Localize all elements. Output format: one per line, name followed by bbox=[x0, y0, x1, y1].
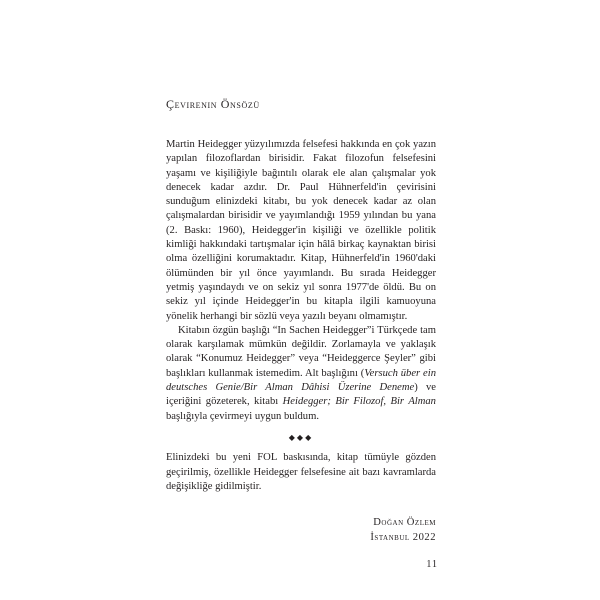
signature-name: Doğan Özlem bbox=[373, 517, 436, 528]
page-title: Çevirenin Önsözü bbox=[166, 97, 260, 111]
page-number: 11 bbox=[426, 559, 438, 570]
paragraph-2-part-1: Kitabın özgün başlığı “In Sachen Heidegger”i Türkçede tam olarak karşılamak mümkün değildir. Zorlamayla ve yaklaşık olarak “Konumuz Heidegger” veya “Heideggerce Şeyler” gibi başlıkları kullanmak istemedim. Alt başlığını ( bbox=[166, 324, 436, 379]
paragraph-2-part-2: ) ve içeriğini gözeterek, kitabı bbox=[166, 382, 436, 408]
paragraph-2-italic-subtitle: Versuch über ein deutsches Genie/Bir Alman Dâhisi Üzerine Deneme bbox=[166, 367, 436, 394]
body-text bbox=[166, 138, 436, 494]
paragraph-3: Elinizdeki bu yeni FOL baskısında, kitap tümüyle gözden geçirilmiş, özellikle Heidegger felsefesine ait bazı kavramlarda değişikliğe gidilmiştir. bbox=[166, 452, 436, 492]
paragraph-2 bbox=[166, 324, 436, 424]
paragraph-2-italic-title: Heidegger; Bir Filozof, Bir Alman bbox=[282, 396, 436, 408]
signature-place-date: İstanbul 2022 bbox=[370, 531, 436, 543]
paragraph-1: Martin Heidegger yüzyılımızda felsefesi hakkında en çok yazın yapılan filozoflardan birisidir. Fakat filozofun felsefesini yaşamı ve kişiliğiyle bağıntılı olarak ele alan çalışmalar yok denecek kadar azdır. Dr. Paul Hühnerfeld'in çevirisini sunduğum elinizdeki kitabı, bu yok denecek kadar az olan çalışmalardan birisidir ve yayımlandığı 1959 yılından bu yana (2. Baskı: 1960), Heidegger'in kişiliği ve özellikle politik kimliği hakkındaki tartışmalar için hâlâ birkaç kaynaktan birisi olma özelliğini korumaktadır. Kitap, Hühnerfeld'in 1960'daki ölümünden bir yıl önce yayımlandı. Bu sırada Heidegger yetmiş yaşındaydı ve on sekiz yıl sonra 1977'de öldü. Bu on sekiz yıl içinde Heidegger'in bu kitapla ilgili kamuoyuna yönelik herhangi bir sözlü veya yazılı beyanı olmamıştır. bbox=[166, 139, 436, 322]
section-divider-ornament: ◆◆◆ bbox=[288, 432, 314, 442]
paragraph-2-part-3: başlığıyla çevirmeyi uygun buldum. bbox=[166, 410, 319, 422]
translator-signature bbox=[370, 516, 436, 545]
